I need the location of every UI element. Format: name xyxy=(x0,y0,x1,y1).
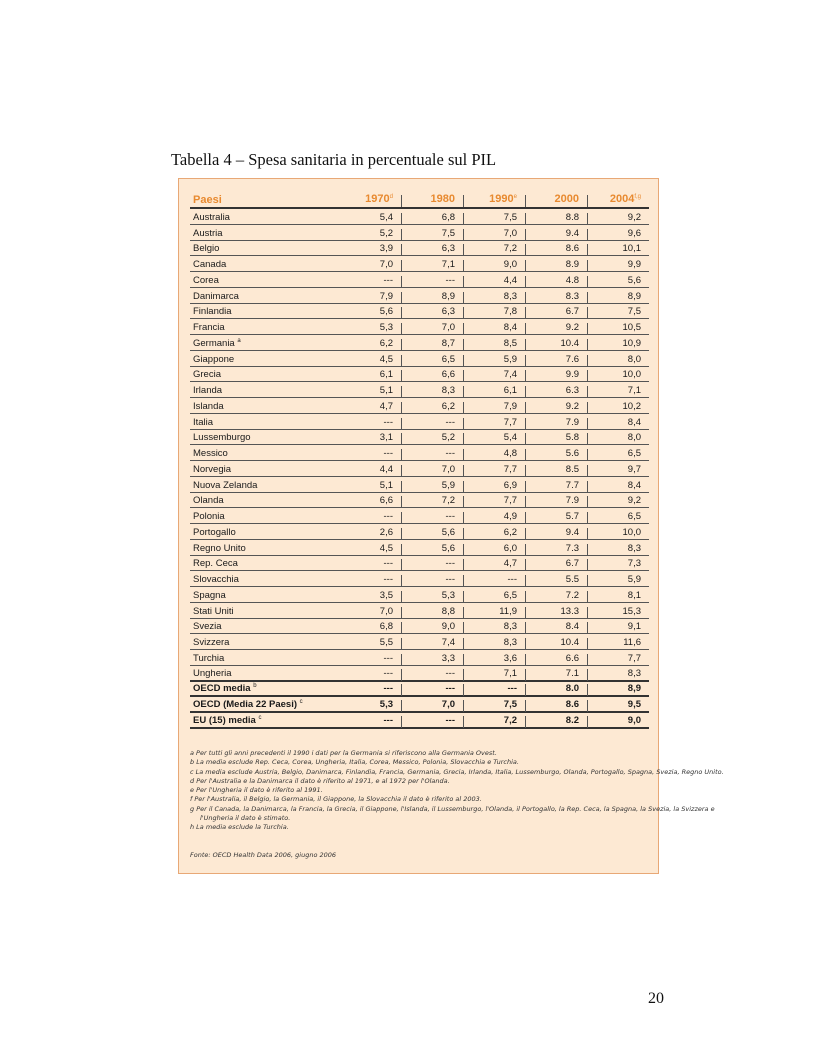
value-cell: 8,4 xyxy=(587,417,649,429)
value-cell: 9.9 xyxy=(525,369,587,381)
table-body xyxy=(190,209,649,729)
country-cell: Corea xyxy=(193,274,219,286)
value-cell: --- xyxy=(463,574,525,586)
value-cell: --- xyxy=(401,558,463,570)
value-cell: 7,1 xyxy=(587,385,649,397)
value-cell: 7,9 xyxy=(379,290,393,302)
value-cell: --- xyxy=(383,714,393,726)
value-cell: 5.8 xyxy=(525,432,587,444)
value-cell: 5,9 xyxy=(463,354,525,366)
value-cell: 5,9 xyxy=(401,480,463,492)
value-cell: 7,5 xyxy=(401,228,463,240)
value-cell: 10.4 xyxy=(525,637,587,649)
footnote: b La media esclude Rep. Ceca, Corea, Ungheria, Italia, Corea, Messico, Polonia, Slovacchia e Turchia. xyxy=(190,758,519,767)
table-row xyxy=(190,445,649,461)
table-row xyxy=(190,540,649,556)
value-cell: --- xyxy=(401,715,463,727)
table-row xyxy=(190,508,649,524)
value-cell: 8,9 xyxy=(587,683,649,695)
table-row xyxy=(190,619,649,635)
value-cell: 5,2 xyxy=(379,227,393,239)
value-cell: 9.2 xyxy=(525,401,587,413)
value-cell: 7.6 xyxy=(525,354,587,366)
country-cell: Norvegia xyxy=(193,463,232,475)
table-row xyxy=(190,225,649,241)
value-cell: 5,6 xyxy=(401,527,463,539)
footnotes xyxy=(190,749,724,833)
value-cell: 7,0 xyxy=(463,228,525,240)
country-cell: Austria xyxy=(193,227,223,239)
value-cell: 7,2 xyxy=(463,243,525,255)
value-cell: 7,0 xyxy=(379,259,393,270)
header-2004: 2004$^{f,g}$ xyxy=(587,193,649,207)
value-cell: 9,0 xyxy=(587,715,649,727)
value-cell: 9,5 xyxy=(587,699,649,711)
footnote: g Per il Canada, la Danimarca, la Francia, la Grecia, il Giappone, l'Islanda, il Lussemburgo, l'Olanda, il Portogallo, la Rep. Ceca, la Spagna, la Svezia, la Svizzera e xyxy=(190,804,715,813)
value-cell: 7,2 xyxy=(463,715,525,727)
value-cell: 7.7 xyxy=(525,480,587,492)
value-cell: 6,5 xyxy=(463,590,525,602)
country-cell: Nuova Zelanda xyxy=(193,479,258,491)
country-cell: OECD media $^b$ xyxy=(193,683,257,695)
value-cell: 8,9 xyxy=(401,291,463,303)
value-cell: 7.9 xyxy=(525,417,587,429)
value-cell: 6,6 xyxy=(401,369,463,381)
value-cell: 9,7 xyxy=(587,464,649,476)
value-cell: --- xyxy=(401,668,463,680)
value-cell: 7.3 xyxy=(525,543,587,555)
header-country: Paesi xyxy=(193,194,222,206)
table-row xyxy=(190,288,649,304)
footnote: d Per l'Australia e la Danimarca il dato è riferito al 1971, e al 1972 per l'Olanda. xyxy=(190,776,450,785)
value-cell: 8,1 xyxy=(587,590,649,602)
value-cell: 7.1 xyxy=(525,668,587,680)
country-cell: Canada xyxy=(193,259,227,270)
country-cell: OECD (Media 22 Paesi) $^c$ xyxy=(193,699,303,710)
value-cell: --- xyxy=(383,574,393,585)
table-row xyxy=(190,650,649,666)
value-cell: 6,0 xyxy=(463,543,525,555)
value-cell: 4,7 xyxy=(379,400,393,412)
value-cell: 10,9 xyxy=(587,338,649,350)
value-cell: 8.9 xyxy=(525,259,587,271)
value-cell: 9,0 xyxy=(401,621,463,633)
value-cell: 7,5 xyxy=(587,306,649,318)
country-cell: Olanda xyxy=(193,495,224,507)
value-cell: --- xyxy=(401,417,463,429)
value-cell: 7,0 xyxy=(379,605,393,617)
value-cell: --- xyxy=(401,574,463,586)
value-cell: 7,4 xyxy=(401,637,463,649)
table-row xyxy=(190,382,649,398)
value-cell: 11,6 xyxy=(587,637,649,649)
table-row xyxy=(190,682,649,698)
value-cell: 8,3 xyxy=(463,637,525,649)
country-cell: Slovacchia xyxy=(193,574,239,585)
value-cell: 3,6 xyxy=(463,653,525,665)
table-row xyxy=(190,666,649,682)
value-cell: 8,7 xyxy=(401,338,463,350)
table-row xyxy=(190,272,649,288)
value-cell: 6,8 xyxy=(401,212,463,224)
table-row xyxy=(190,241,649,257)
value-cell: --- xyxy=(401,275,463,287)
value-cell: 8,3 xyxy=(463,621,525,633)
value-cell: 7,7 xyxy=(463,417,525,429)
table-row xyxy=(190,524,649,540)
value-cell: 9.2 xyxy=(525,322,587,334)
country-cell: Ungheria xyxy=(193,667,232,679)
value-cell: 9,2 xyxy=(587,212,649,224)
value-cell: 15,3 xyxy=(587,606,649,618)
country-cell: Stati Uniti xyxy=(193,605,234,617)
value-cell: 8,3 xyxy=(463,291,525,303)
value-cell: 3,5 xyxy=(379,589,393,601)
value-cell: 7,3 xyxy=(587,558,649,570)
value-cell: 8,0 xyxy=(587,432,649,444)
country-cell: Grecia xyxy=(193,369,221,381)
value-cell: 6,8 xyxy=(379,621,393,633)
country-cell: Svezia xyxy=(193,621,222,633)
table-caption: Tabella 4 – Spesa sanitaria in percentuale sul PIL xyxy=(171,150,497,169)
table-row xyxy=(190,414,649,430)
value-cell: 6.7 xyxy=(525,306,587,318)
value-cell: 4,8 xyxy=(463,448,525,460)
value-cell: --- xyxy=(383,448,393,459)
value-cell: 8.0 xyxy=(525,683,587,695)
country-cell: Italia xyxy=(193,416,214,428)
table-row xyxy=(190,209,649,225)
value-cell: 7,2 xyxy=(401,495,463,507)
country-cell: Messico xyxy=(193,448,228,459)
footnote: h La media esclude la Turchia. xyxy=(190,823,289,832)
value-cell: 8,5 xyxy=(463,338,525,350)
country-cell: Rep. Ceca xyxy=(193,558,238,570)
value-cell: --- xyxy=(383,416,393,428)
value-cell: 8,4 xyxy=(587,480,649,492)
value-cell: 4,5 xyxy=(379,353,393,365)
value-cell: 8.3 xyxy=(525,291,587,303)
value-cell: 6,1 xyxy=(463,385,525,397)
country-cell: Finlandia xyxy=(193,306,232,318)
table-row xyxy=(190,367,649,383)
table-row xyxy=(190,256,649,272)
table-row xyxy=(190,571,649,587)
value-cell: 10,1 xyxy=(587,243,649,255)
value-cell: 8,3 xyxy=(587,543,649,555)
value-cell: 6,5 xyxy=(587,511,649,523)
value-cell: 6,2 xyxy=(463,527,525,539)
value-cell: 13.3 xyxy=(525,606,587,618)
table-row xyxy=(190,398,649,414)
value-cell: 5,4 xyxy=(379,211,393,223)
value-cell: 5.5 xyxy=(525,574,587,586)
value-cell: 6.7 xyxy=(525,558,587,570)
value-cell: --- xyxy=(463,683,525,695)
value-cell: 9.4 xyxy=(525,527,587,539)
value-cell: 4,7 xyxy=(463,558,525,570)
value-cell: 7,1 xyxy=(401,259,463,271)
country-cell: Germania $^a$ xyxy=(193,337,241,349)
value-cell: 6,2 xyxy=(401,401,463,413)
table-header-row xyxy=(190,187,649,209)
value-cell: 8,4 xyxy=(463,322,525,334)
table-row xyxy=(190,351,649,367)
value-cell: 9,1 xyxy=(587,621,649,633)
health-spending-table xyxy=(190,187,649,729)
value-cell: --- xyxy=(383,667,393,679)
value-cell: --- xyxy=(383,558,393,570)
source-note: Fonte: OECD Health Data 2006, giugno 2006 xyxy=(190,851,337,859)
country-cell: Spagna xyxy=(193,589,226,601)
value-cell: 7,5 xyxy=(463,699,525,711)
value-cell: --- xyxy=(401,511,463,523)
value-cell: 11,9 xyxy=(463,606,525,618)
table-row xyxy=(190,461,649,477)
country-cell: Islanda xyxy=(193,400,224,412)
value-cell: 6,3 xyxy=(401,243,463,255)
value-cell: 7,7 xyxy=(463,464,525,476)
value-cell: 8,3 xyxy=(587,668,649,680)
value-cell: 5,4 xyxy=(463,432,525,444)
value-cell: 8.8 xyxy=(525,212,587,224)
header-2000: 2000 xyxy=(525,193,587,207)
footnote: c La media esclude Austria, Belgio, Danimarca, Finlandia, Francia, Germania, Grecia, Irlanda, Italia, Lussemburgo, Olanda, Portogallo, Spagna, Svezia, Regno Unito. xyxy=(190,767,724,776)
table-row xyxy=(190,587,649,603)
value-cell: 7,7 xyxy=(463,495,525,507)
value-cell: 7.9 xyxy=(525,495,587,507)
value-cell: 8.6 xyxy=(525,699,587,711)
value-cell: 6,2 xyxy=(379,337,393,349)
value-cell: 7,9 xyxy=(463,401,525,413)
header-1980: 1980 xyxy=(401,193,463,207)
value-cell: 5,3 xyxy=(401,590,463,602)
country-cell: EU (15) media $^c$ xyxy=(193,714,262,726)
value-cell: 7,1 xyxy=(463,668,525,680)
value-cell: 4,4 xyxy=(463,275,525,287)
value-cell: 7.2 xyxy=(525,590,587,602)
value-cell: 6,9 xyxy=(463,480,525,492)
page-number: 20 xyxy=(648,990,664,1007)
value-cell: 9,9 xyxy=(587,259,649,271)
header-1970: 1970$^d$ xyxy=(365,193,393,205)
value-cell: 6,1 xyxy=(379,369,393,381)
value-cell: 4,9 xyxy=(463,511,525,523)
value-cell: 8,0 xyxy=(587,354,649,366)
value-cell: 8.4 xyxy=(525,621,587,633)
value-cell: --- xyxy=(383,511,393,522)
value-cell: 5,3 xyxy=(379,322,393,333)
value-cell: 9.4 xyxy=(525,228,587,240)
value-cell: 3,9 xyxy=(379,243,393,255)
value-cell: --- xyxy=(383,274,393,286)
table-row xyxy=(190,319,649,335)
table-row xyxy=(190,713,649,729)
table-row xyxy=(190,603,649,619)
country-cell: Portogallo xyxy=(193,526,236,538)
country-cell: Giappone xyxy=(193,353,235,365)
value-cell: 7,5 xyxy=(463,212,525,224)
value-cell: 3,3 xyxy=(401,653,463,665)
footnote: f Per l'Australia, il Belgio, la Germania, il Giappone, la Slovacchia il dato è riferito al 2003. xyxy=(190,795,482,804)
value-cell: 5,9 xyxy=(587,574,649,586)
value-cell: 4,4 xyxy=(379,463,393,475)
value-cell: 5,6 xyxy=(379,306,393,318)
footnote: e Per l'Ungheria il dato è riferito al 1991. xyxy=(190,786,323,795)
value-cell: 8,8 xyxy=(401,606,463,618)
value-cell: 8.6 xyxy=(525,243,587,255)
value-cell: 6.3 xyxy=(525,385,587,397)
value-cell: 10.4 xyxy=(525,338,587,350)
header-1990: 1990e xyxy=(463,193,525,207)
value-cell: --- xyxy=(401,448,463,460)
value-cell: --- xyxy=(383,683,393,695)
value-cell: 4.8 xyxy=(525,275,587,287)
value-cell: 5,6 xyxy=(587,275,649,287)
value-cell: 10,0 xyxy=(587,369,649,381)
country-cell: Irlanda xyxy=(193,385,223,396)
value-cell: 7,8 xyxy=(463,306,525,318)
table-row xyxy=(190,335,649,351)
country-cell: Lussemburgo xyxy=(193,432,251,444)
value-cell: 7,4 xyxy=(463,369,525,381)
value-cell: 9,2 xyxy=(587,495,649,507)
value-cell: 10,0 xyxy=(587,527,649,539)
value-cell: 7,7 xyxy=(587,653,649,665)
value-cell: 6,5 xyxy=(587,448,649,460)
value-cell: 7,0 xyxy=(401,322,463,334)
value-cell: 3,1 xyxy=(379,432,393,444)
value-cell: 6,3 xyxy=(401,306,463,318)
value-cell: 2,6 xyxy=(379,526,393,538)
table-row xyxy=(190,477,649,493)
value-cell: 9,0 xyxy=(463,259,525,271)
value-cell: 8.2 xyxy=(525,715,587,727)
country-cell: Francia xyxy=(193,322,225,333)
value-cell: 5.7 xyxy=(525,511,587,523)
table-panel xyxy=(178,178,724,874)
value-cell: 5,6 xyxy=(401,543,463,555)
footnote: l'Ungheria il dato è stimato. xyxy=(200,814,291,823)
value-cell: 5,2 xyxy=(401,432,463,444)
country-cell: Danimarca xyxy=(193,290,239,302)
value-cell: 6.6 xyxy=(525,653,587,665)
value-cell: 5,3 xyxy=(379,699,393,710)
value-cell: 5,5 xyxy=(379,637,393,648)
table-row xyxy=(190,697,649,713)
value-cell: --- xyxy=(401,683,463,695)
table-row xyxy=(190,556,649,572)
value-cell: 7,0 xyxy=(401,464,463,476)
country-cell: Svizzera xyxy=(193,637,230,648)
footnote: a Per tutti gli anni precedenti il 1990 i dati per la Germania si riferiscono alla Germania Ovest. xyxy=(190,749,497,757)
value-cell: 9,6 xyxy=(587,228,649,240)
value-cell: 5,1 xyxy=(379,385,393,396)
country-cell: Polonia xyxy=(193,511,225,522)
country-cell: Australia xyxy=(193,211,230,223)
country-cell: Turchia xyxy=(193,652,225,664)
value-cell: 6,5 xyxy=(401,354,463,366)
value-cell: 8,9 xyxy=(587,291,649,303)
table-row xyxy=(190,634,649,650)
value-cell: 7,0 xyxy=(401,699,463,711)
value-cell: 5,1 xyxy=(379,479,393,491)
value-cell: 10,2 xyxy=(587,401,649,413)
table-row xyxy=(190,430,649,446)
country-cell: Regno Unito xyxy=(193,542,246,554)
country-cell: Belgio xyxy=(193,243,220,255)
value-cell: 8,3 xyxy=(401,385,463,397)
value-cell: 6,6 xyxy=(379,495,393,507)
value-cell: --- xyxy=(383,652,393,664)
value-cell: 10,5 xyxy=(587,322,649,334)
value-cell: 8.5 xyxy=(525,464,587,476)
table-row xyxy=(190,493,649,509)
value-cell: 5.6 xyxy=(525,448,587,460)
table-row xyxy=(190,304,649,320)
value-cell: 4,5 xyxy=(379,542,393,554)
